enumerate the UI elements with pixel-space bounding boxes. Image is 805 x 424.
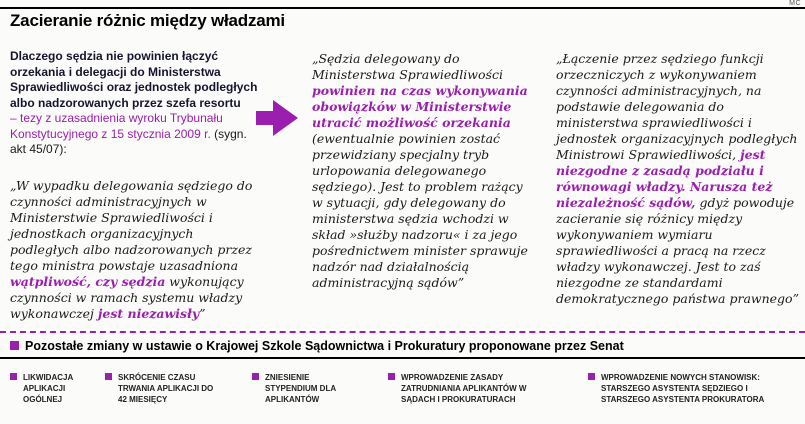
section-header [10,339,800,353]
quote-right-column: „Łączenie przez sędziego funkcji orzeczniczych z wykonywaniem czynności administracyjnych, na podstawie delegowania do ministerstwa sprawiedliwości i jednostek organizacyjnych podległych Ministrowi Sprawiedliwości, jest niezgodne z zasadą podziału i równowagi władzy. Narusza też niezależność sądów, gdyż powoduje zacieranie się różnicy między wykonywaniem wymiaru sprawiedliwości a pracą na rzecz władzy wykonawczej. Jest to zaś niezgodne ze standardami demokratycznego państwa prawnego” [556,51,799,306]
list-item [10,372,85,405]
quote-left-column: „W wypadku delegowania sędziego do czynności administracyjnych w Ministerstwie Sprawiedliwości i jednostkach organizacyjnych podległych albo nadzorowanych przez tego ministra powstaje uzasadniona wątpliwość, czy sędzia wykonujący czynności w ramach systemu władzy wykonawczej jest niezawisły” [10,178,253,321]
credit-label: MC [789,0,801,7]
solid-divider [0,357,805,359]
list-item [105,372,216,405]
list-item [588,372,773,405]
list-item-label: SKRÓCENIE CZASU TRWANIA APLIKACJI DO 42 MIESIĘCY [118,373,214,404]
intro-text: Dlaczego sędzia nie powinien łączyć orzekania i delegacji do Ministerstwa Sprawiedliwości oraz jednostek podległych albo nadzorowanych przez szefa resortu – tezy z uzasadnienia wyroku Trybunału Konstytucyjnego z 15 stycznia 2009 r. (sygn. akt 45/07): [10,49,258,156]
list-item-label: WPROWADZENIE ZASADY ZATRUDNIANIA APLIKANTÓW W SĄDACH I PROKURATURACH [401,373,527,404]
bullet-square-icon [588,373,595,380]
page-title: Zacieranie różnic między władzami [10,11,285,30]
bullet-square-icon [252,373,259,380]
right-arrow-icon [256,99,298,137]
section-header-label: Pozostałe zmiany w ustawie o Krajowej Szkole Sądownictwa i Prokuratury proponowane przez Senat [25,339,624,353]
list-item-label: ZNIESIENIE STYPENDIUM DLA APLIKANTÓW [265,373,336,404]
bullet-square-icon [388,373,395,380]
bullet-square-icon [105,373,112,380]
dashed-divider [0,331,805,333]
list-item-label: WPROWADZENIE NOWYCH STANOWISK: STARSZEGO ASYSTENTA SĘDZIEGO I STARSZEGO ASYSTENTA PROKURATORA [601,373,765,404]
bullet-square-icon [10,341,19,350]
list-item [252,372,347,405]
quote-middle-column: „Sędzia delegowany do Ministerstwa Sprawiedliwości powinien na czas wykonywania obowiązków w Ministerstwie utracić możliwość orzekania (ewentualnie powinien zostać przewidziany specjalny tryb urlopowania delegowanego sędziego). Jest to problem rażący w sytuacji, gdy delegowany do ministerstwa sędzia wchodzi w skład »służby nadzoru« i za jego pośrednictwem minister sprawuje nadzór nad działalnością administracyjną sądów” [312,51,528,290]
list-item-label: LIKWIDACJA APLIKACJI OGÓLNEJ [23,373,73,404]
bullet-square-icon [10,373,17,380]
list-item [388,372,533,405]
top-divider [0,7,805,9]
